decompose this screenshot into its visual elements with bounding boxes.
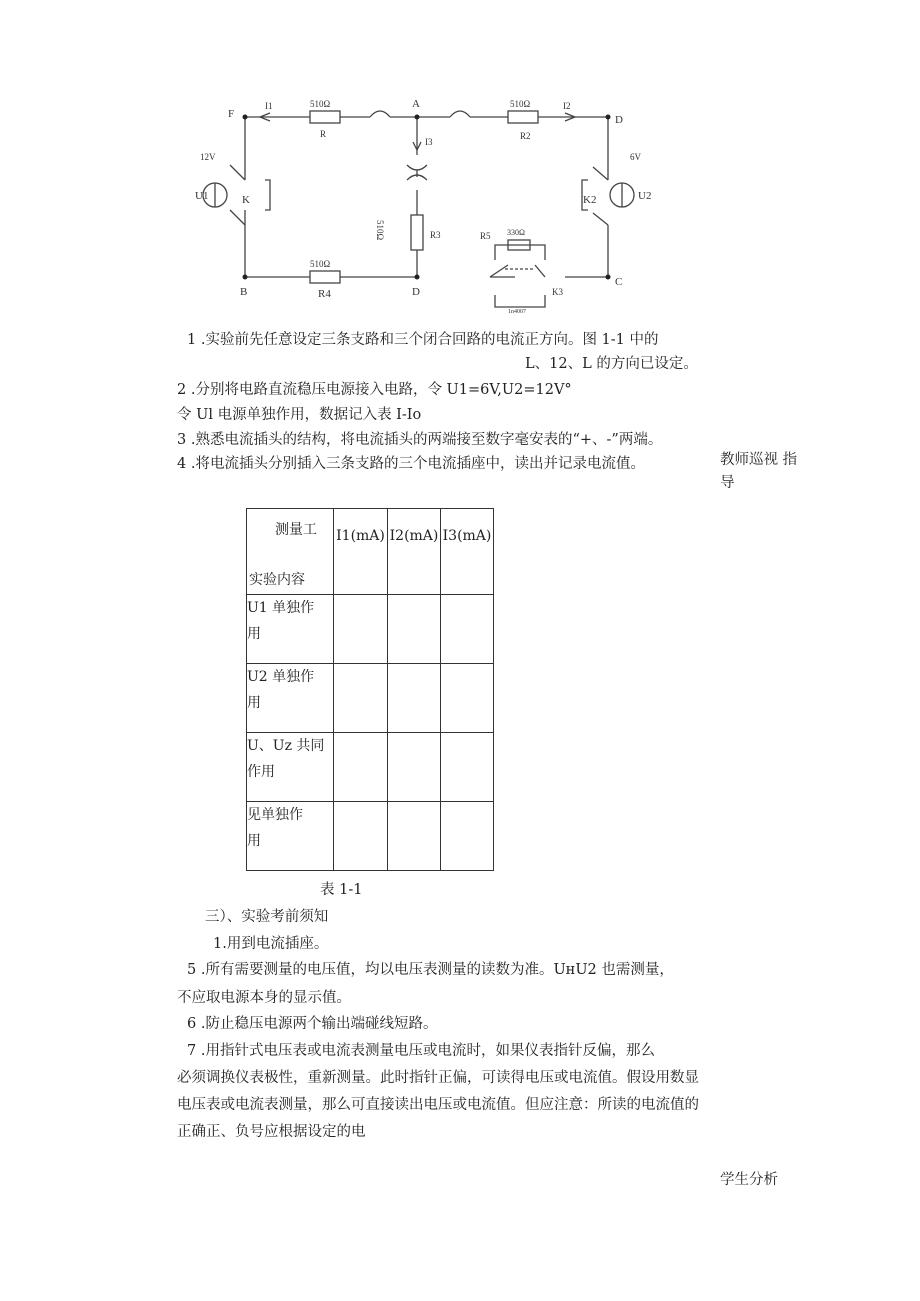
corner-top: 测量工 bbox=[275, 522, 317, 538]
k2-label: K2 bbox=[583, 194, 597, 206]
header-i1: I1(mA) bbox=[334, 509, 388, 595]
r4-label: R4 bbox=[318, 288, 331, 300]
current-i1: I1 bbox=[265, 101, 273, 111]
table-caption: 表 1-1 bbox=[320, 882, 363, 898]
diode-label: 1n4007 bbox=[508, 309, 526, 315]
node-c: C bbox=[615, 276, 623, 288]
cell[interactable] bbox=[441, 802, 494, 871]
cell[interactable] bbox=[388, 664, 441, 733]
cell[interactable] bbox=[388, 733, 441, 802]
r1-value: 510Ω bbox=[310, 99, 331, 109]
r2-label: R2 bbox=[520, 131, 531, 141]
u2-voltage: 6V bbox=[630, 152, 641, 162]
r3-label: R3 bbox=[430, 230, 441, 240]
corner-bottom: 实验内容 bbox=[249, 572, 305, 588]
note-5: 5 .所有需要测量的电压值，均以电压表测量的读数为准。UнU2 也需测量， bbox=[187, 962, 674, 978]
note-6: 6 .防止稳压电源两个输出端碰线短路。 bbox=[187, 1016, 438, 1032]
row-label: U、Uz 共同 bbox=[247, 738, 325, 754]
r5-value: 330Ω bbox=[507, 228, 525, 237]
row-label-cont: 作用 bbox=[247, 764, 275, 780]
k3-label: K3 bbox=[552, 287, 563, 297]
cell[interactable] bbox=[334, 664, 388, 733]
step-2-cont: 令 Ul 电源单独作用，数据记入表 I-Io bbox=[177, 407, 422, 423]
table-row bbox=[247, 802, 494, 871]
cell[interactable] bbox=[334, 733, 388, 802]
cell[interactable] bbox=[334, 802, 388, 871]
header-i3: I3(mA) bbox=[441, 509, 494, 595]
step-3: 3 .熟悉电流插头的结构，将电流插头的两端接至数字毫安表的“+、-”两端。 bbox=[177, 432, 663, 448]
student-analysis: 学生分析 bbox=[720, 1172, 778, 1188]
cell[interactable] bbox=[388, 595, 441, 664]
note-7-cont2: 电压表或电流表测量，那么可直接读出电压或电流值。但应注意：所读的电流值的 bbox=[177, 1097, 699, 1113]
node-d: D bbox=[412, 286, 420, 298]
row-label-cont: 用 bbox=[247, 695, 261, 711]
current-i3: I3 bbox=[425, 137, 433, 147]
table-row bbox=[247, 595, 494, 664]
r1-label: R bbox=[320, 129, 327, 139]
measurement-table bbox=[246, 508, 494, 871]
row-label: 见单独作 bbox=[247, 807, 303, 823]
node-a: A bbox=[412, 98, 420, 110]
row-label: U1 单独作 bbox=[247, 600, 315, 616]
notes-heading: 三）、实验考前须知 bbox=[205, 909, 329, 925]
table-row bbox=[247, 664, 494, 733]
note-7: 7 .用指针式电压表或电流表测量电压或电流时，如果仪表指针反偏，那么 bbox=[187, 1043, 655, 1059]
cell[interactable] bbox=[334, 595, 388, 664]
note-7-cont1: 必须调换仪表极性，重新测量。此时指针正偏，可读得电压或电流值。假设用数显 bbox=[177, 1070, 699, 1086]
step-4: 4 .将电流插头分别插入三条支路的三个电流插座中，读出并记录电流值。 bbox=[177, 456, 645, 472]
u1-label: U1 bbox=[195, 190, 209, 202]
teacher-note-cont: 导 bbox=[720, 475, 735, 491]
u1-voltage: 12V bbox=[200, 152, 216, 162]
r5-label: R5 bbox=[480, 231, 491, 241]
k1-label: K bbox=[242, 194, 250, 206]
row-label-cont: 用 bbox=[247, 626, 261, 642]
step-2: 2 .分别将电路直流稳压电源接入电路，令 U1=6V,U2=12V° bbox=[177, 382, 572, 398]
row-label-cont: 用 bbox=[247, 833, 261, 849]
teacher-note: 教师巡视 指 bbox=[720, 452, 798, 468]
step-1-cont: L、12、L 的方向已设定。 bbox=[525, 356, 698, 372]
r3-value: 510Ω bbox=[375, 220, 385, 241]
cell[interactable] bbox=[388, 802, 441, 871]
note-7-cont3: 正确正、负号应根据设定的电 bbox=[177, 1124, 366, 1140]
node-top-right: D bbox=[615, 114, 623, 126]
u2-label: U2 bbox=[638, 190, 652, 202]
r4-value: 510Ω bbox=[310, 259, 331, 269]
header-i2: I2(mA) bbox=[388, 509, 441, 595]
node-f: F bbox=[228, 108, 235, 120]
node-bottom-left: B bbox=[240, 286, 248, 298]
note-5-cont: 不应取电源本身的显示值。 bbox=[177, 990, 351, 1006]
note-1: 1.用到电流插座。 bbox=[213, 936, 329, 952]
cell[interactable] bbox=[441, 733, 494, 802]
current-i2: I2 bbox=[563, 101, 571, 111]
table-row bbox=[247, 733, 494, 802]
cell[interactable] bbox=[441, 595, 494, 664]
step-1: 1 .实验前先任意设定三条支路和三个闭合回路的电流正方向。图 1-1 中的 bbox=[187, 332, 659, 348]
row-label: U2 单独作 bbox=[247, 669, 315, 685]
circuit-diagram bbox=[190, 95, 650, 315]
cell[interactable] bbox=[441, 664, 494, 733]
r2-value: 510Ω bbox=[510, 99, 531, 109]
